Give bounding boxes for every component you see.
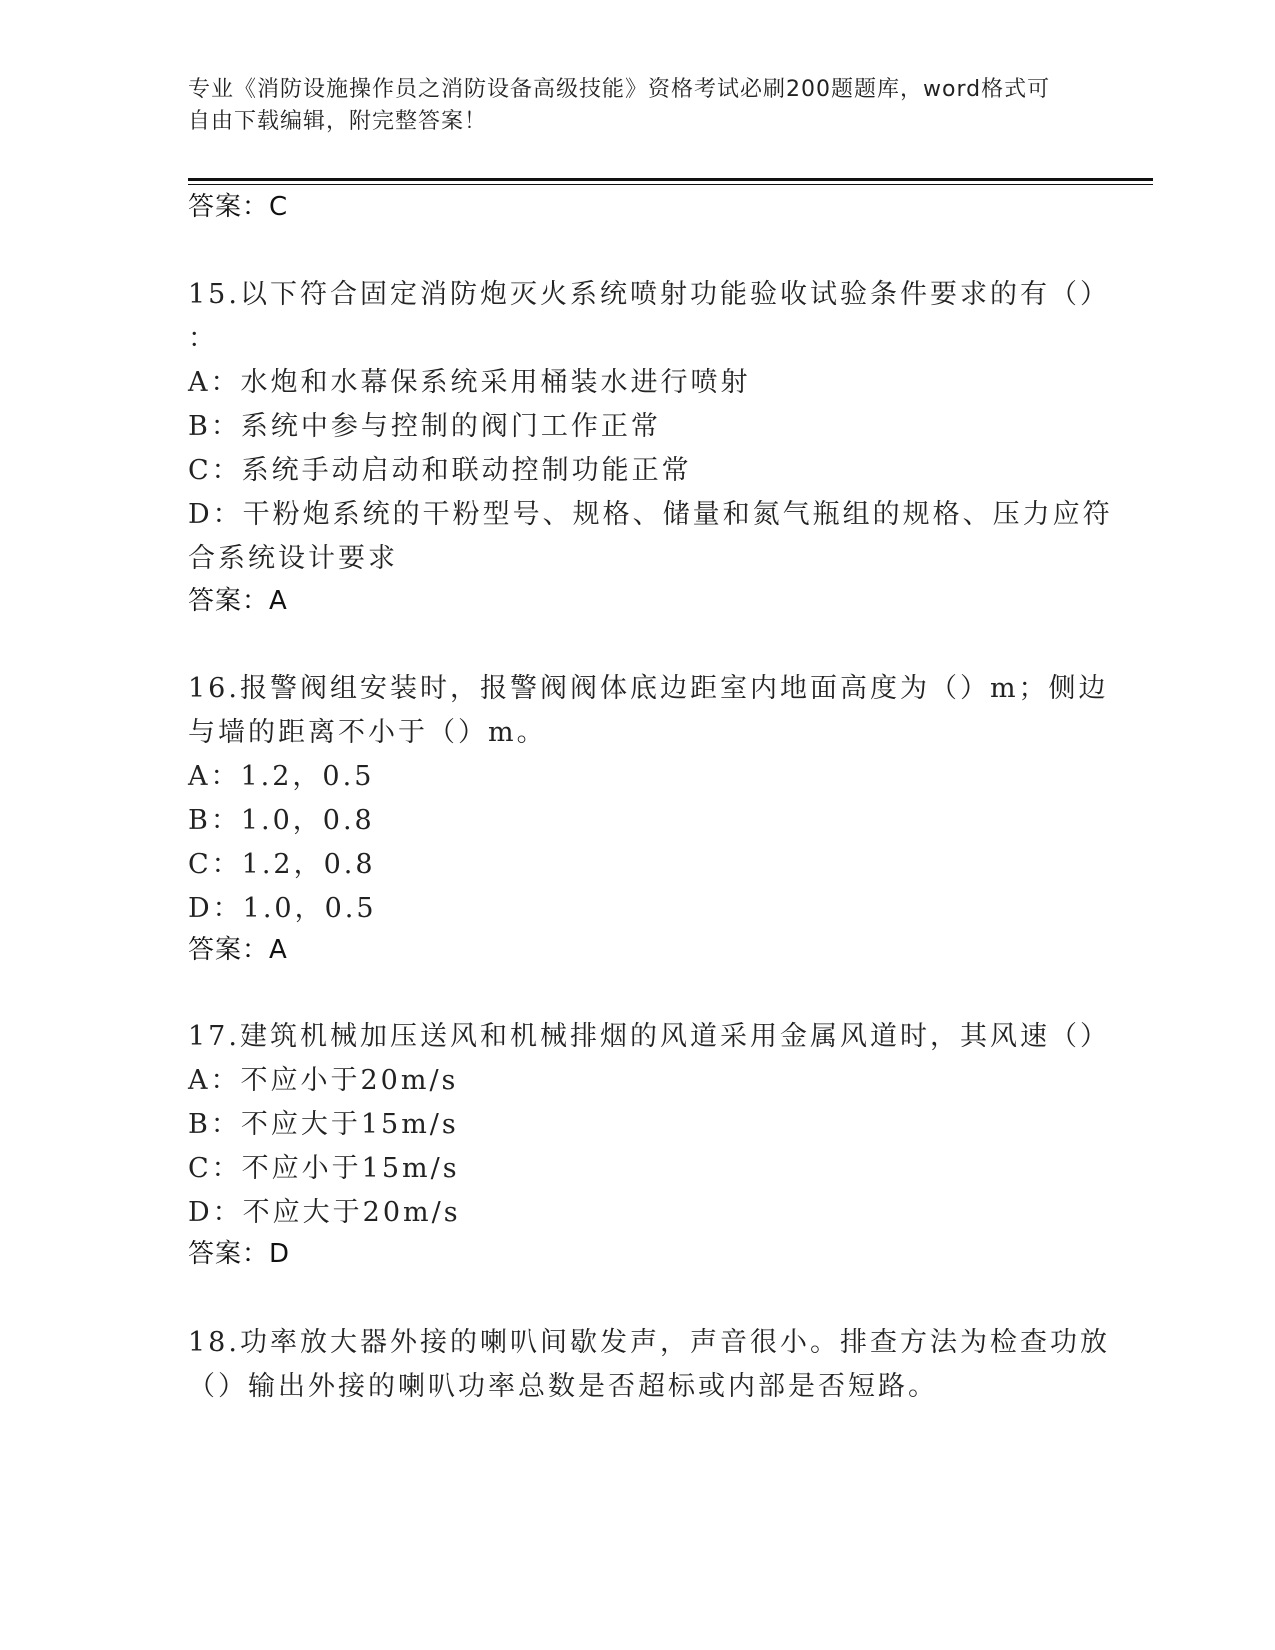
header-divider-thick	[188, 178, 1153, 181]
question-15-stem-line-2: ：	[188, 323, 218, 354]
question-15-stem-line-1: 15.以下符合固定消防炮灭火系统喷射功能验收试验条件要求的有（）	[188, 279, 1110, 310]
question-16-stem-line-2: 与墙的距离不小于（）m。	[188, 717, 547, 748]
question-16-option-d: D：1.0，0.5	[188, 893, 377, 924]
question-16-stem-line-1: 16.报警阀组安装时，报警阀阀体底边距室内地面高度为（）m；侧边	[188, 673, 1109, 704]
question-16-option-a: A：1.2，0.5	[188, 761, 375, 792]
question-17-option-b: B：不应大于15m/s	[188, 1109, 459, 1140]
question-15-option-a: A：水炮和水幕保系统采用桶装水进行喷射	[188, 367, 751, 398]
question-15-option-c: C：系统手动启动和联动控制功能正常	[188, 455, 692, 486]
question-17-option-d: D：不应大于20m/s	[188, 1197, 461, 1228]
question-17-option-c: C：不应小于15m/s	[188, 1153, 460, 1184]
question-15-option-b: B：系统中参与控制的阀门工作正常	[188, 411, 661, 442]
question-16-option-b: B：1.0，0.8	[188, 805, 375, 836]
header-divider-thin	[188, 184, 1153, 185]
document-header: 专业《消防设施操作员之消防设备高级技能》资格考试必刷200题题库，word格式可自由下载编辑，附完整答案！	[188, 77, 1051, 134]
question-17-answer: 答案：D	[188, 1239, 291, 1269]
question-15-option-d-line-2: 合系统设计要求	[188, 543, 398, 574]
question-17-stem: 17.建筑机械加压送风和机械排烟的风道采用金属风道时，其风速（）	[188, 1021, 1110, 1052]
question-15-option-d-line-1: D：干粉炮系统的干粉型号、规格、储量和氮气瓶组的规格、压力应符	[188, 499, 1113, 530]
question-16-option-c: C：1.2，0.8	[188, 849, 376, 880]
question-18-stem-line-1: 18.功率放大器外接的喇叭间歇发声，声音很小。排查方法为检查功放	[188, 1327, 1110, 1358]
question-17-option-a: A：不应小于20m/s	[188, 1065, 459, 1096]
question-18-stem-line-2: （）输出外接的喇叭功率总数是否超标或内部是否短路。	[188, 1371, 938, 1402]
question-15-answer: 答案：A	[188, 586, 288, 616]
previous-answer: 答案：C	[188, 192, 289, 222]
question-16-answer: 答案：A	[188, 935, 288, 965]
